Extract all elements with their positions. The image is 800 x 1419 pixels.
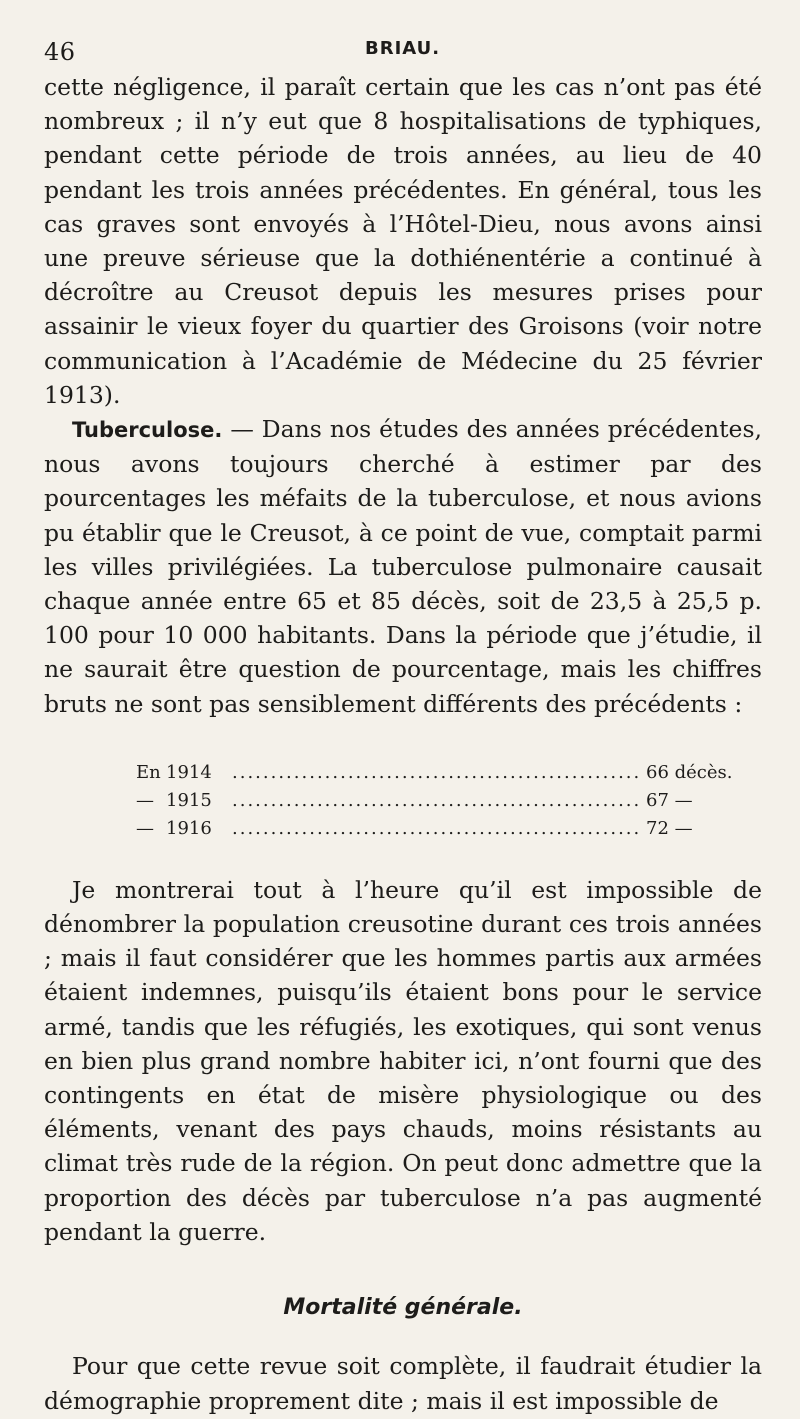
paragraph: cette négligence, il paraît certain que les cas n’ont pas été nombreux ; il n’y eut que 8 hospitalisations de typhiques, pendant cette période de trois années, au lieu de 40 pendant les trois années précédentes. En général, tous les cas graves sont envoyés à l’Hôtel-Dieu, nous avons ainsi une preuve sérieuse que la dothiénentérie a continué à décroître au Creusot depuis les mesures prises pour assainir le vieux foyer du quartier des Groisons (voir notre communication à l’Académie de Médecine du 25 février 1913). [44, 73, 762, 409]
paragraph-text: — Dans nos études des années précédentes, nous avons toujours cherché à estimer par des pourcentages les méfaits de la tuberculose, et nous avions pu établir que le Creusot, à ce point de vue, comptait parmi les villes privilégiées. La tuberculose pulmonaire causait chaque année entre 65 et 85 décès, soit de 23,5 à 25,5 p. 100 pour 10 000 habitants. Dans la période que j’étudie, il ne saurait être question de pourcentage, mais les chiffres bruts ne sont pas sensiblement différents des précédents : [44, 415, 762, 718]
paragraph: Je montrerai tout à l’heure qu’il est impossible de dénombrer la population creusotine durant ces trois années ; mais il faut considérer que les hommes partis aux armées étaient indemnes, puisqu’ils étaient bons pour le service armé, tandis que les réfugiés, les exotiques, qui sont venus en bien plus grand nombre habiter ici, n’ont fourni que des contingents en état de misère physiologique ou des éléments, venant des pays chauds, moins résistants au climat très rude de la région. On peut donc admettre que la proportion des décès par tuberculose n’a pas augmenté pendant la guerre. [44, 875, 762, 1246]
stat-row [136, 787, 736, 815]
page-header [44, 30, 762, 70]
stat-year-value: 1914 [166, 761, 212, 783]
stat-year [136, 815, 226, 843]
paragraph-tuberculose [44, 412, 762, 721]
dot-leader [232, 759, 640, 787]
stat-prefix: — [136, 817, 154, 839]
dot-leader [232, 787, 640, 815]
stat-year-value: 1916 [166, 817, 212, 839]
paragraph: Pour que cette revue soit complète, il faudrait étudier la démographie proprement dite ; mais il est impossible de [44, 1352, 762, 1415]
stat-row [136, 815, 736, 843]
stat-prefix: En [136, 761, 161, 783]
paragraph-label: Tuberculose. [72, 418, 223, 443]
running-head: BRIAU. [365, 38, 441, 59]
deaths-statistics [136, 759, 736, 843]
stat-value: 66 décès. [646, 761, 733, 783]
stat-value: 67 — [646, 789, 693, 811]
section-title: Mortalité générale. [283, 1295, 523, 1321]
page-number: 46 [44, 38, 76, 66]
stat-year [136, 759, 226, 787]
stat-value: 72 — [646, 817, 693, 839]
body-text [44, 70, 762, 1418]
stat-year-value: 1915 [166, 789, 212, 811]
stat-row [136, 759, 736, 787]
dot-leader [232, 815, 640, 843]
stat-prefix: — [136, 789, 154, 811]
stat-year [136, 787, 226, 815]
